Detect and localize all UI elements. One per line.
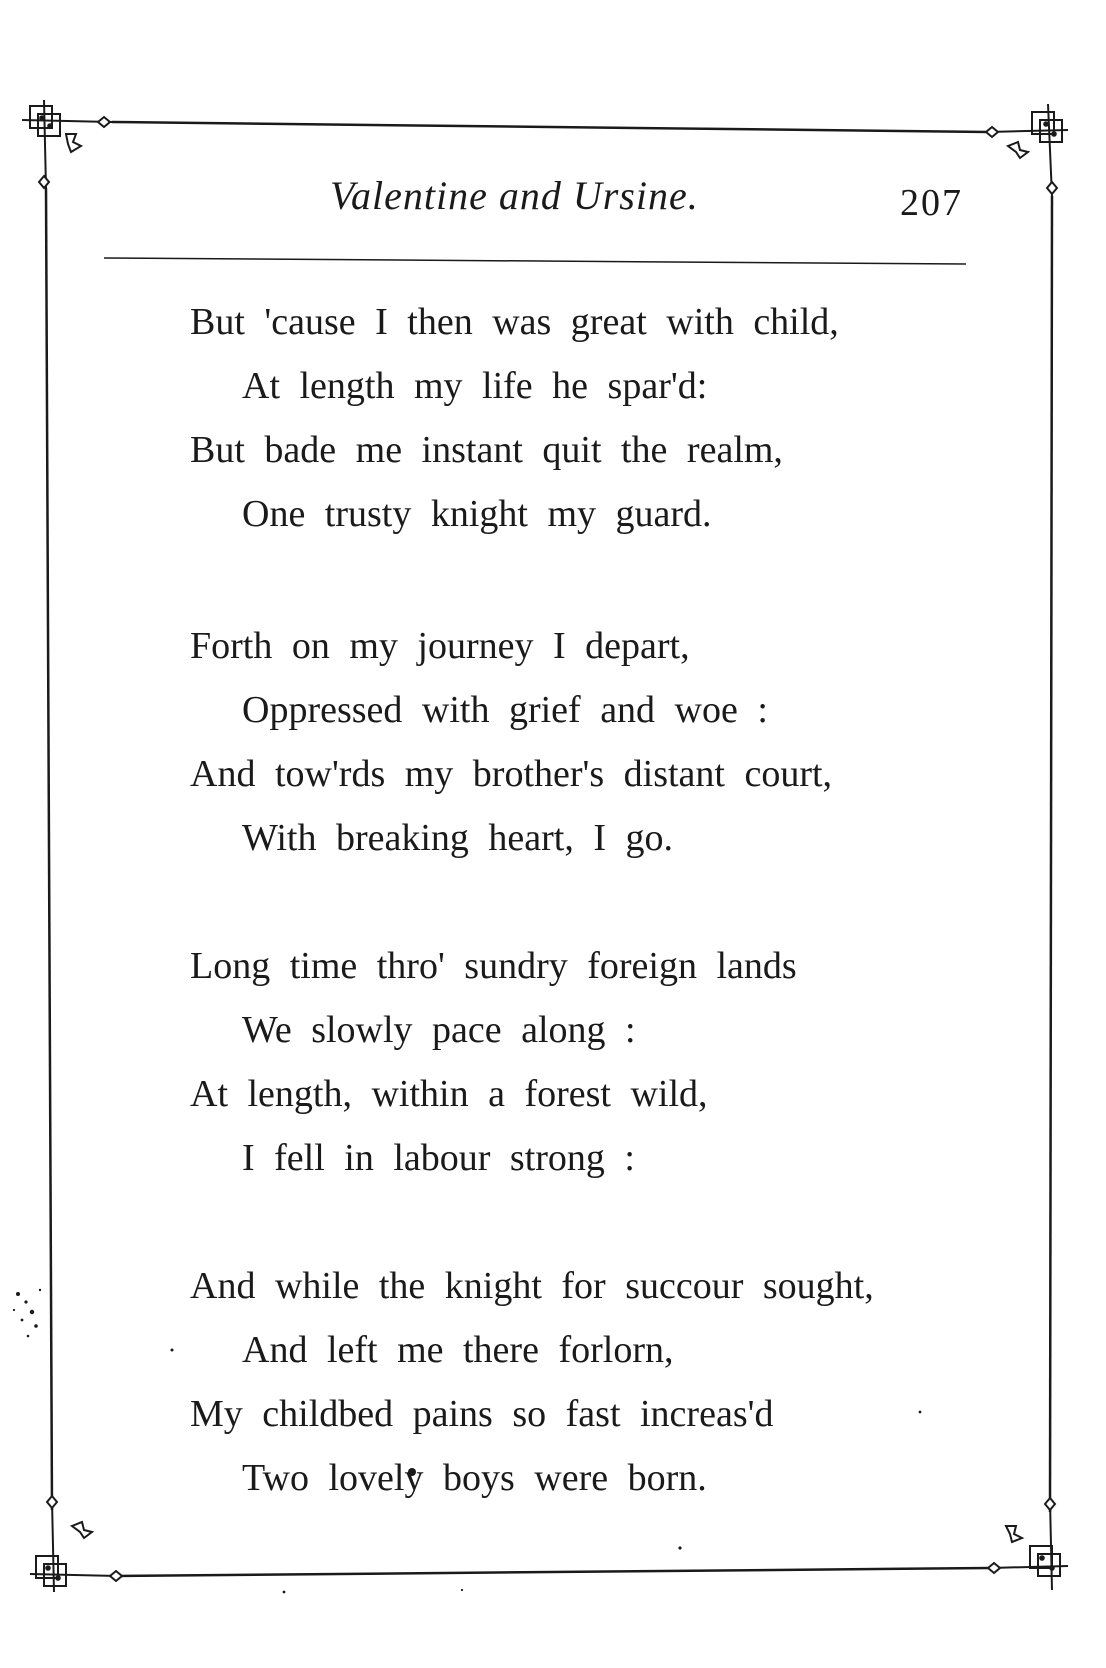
border-left-line: [46, 188, 52, 1510]
verse-line: But 'cause I then was great with child,: [190, 301, 839, 343]
stanza-4: [190, 1254, 970, 1510]
corner-ornament-top-left: [22, 100, 112, 188]
corner-ornament-bottom-right: [988, 1498, 1068, 1590]
verse-line: I fell in labour strong :: [242, 1137, 635, 1179]
verse-line: Two lovely boys were born.: [242, 1457, 707, 1499]
verse-line: Oppressed with grief and woe :: [242, 689, 768, 731]
corner-ornament-top-right: [986, 104, 1068, 196]
verse-line: And left me there forlorn,: [242, 1329, 674, 1371]
corner-ornament-bottom-left: [30, 1496, 122, 1592]
border-right-line: [1050, 196, 1052, 1512]
border-top-line: [112, 122, 988, 132]
stanza-1: [190, 290, 970, 546]
verse-line: At length my life he spar'd:: [242, 365, 708, 407]
stanza-2: [190, 614, 970, 870]
verse-line: And tow'rds my brother's distant court,: [190, 753, 833, 795]
header-rule: [104, 258, 966, 264]
verse-line: At length, within a forest wild,: [190, 1073, 708, 1115]
verse-line: And while the knight for succour sought,: [190, 1265, 874, 1307]
verse-line: We slowly pace along :: [242, 1009, 636, 1051]
border-bottom-line: [118, 1568, 990, 1576]
verse-line: With breaking heart, I go.: [242, 817, 674, 859]
verse-line: My childbed pains so fast increas'd: [190, 1393, 774, 1435]
verse-line: But bade me instant quit the realm,: [190, 429, 783, 471]
stanza-3: [190, 934, 970, 1190]
verse-line: Long time thro' sundry foreign lands: [190, 945, 797, 987]
running-header-title: Valentine and Ursine.: [330, 173, 699, 218]
verse-line: Forth on my journey I depart,: [190, 625, 690, 667]
verse-line: One trusty knight my guard.: [242, 493, 712, 535]
page-number: 207: [900, 182, 963, 224]
